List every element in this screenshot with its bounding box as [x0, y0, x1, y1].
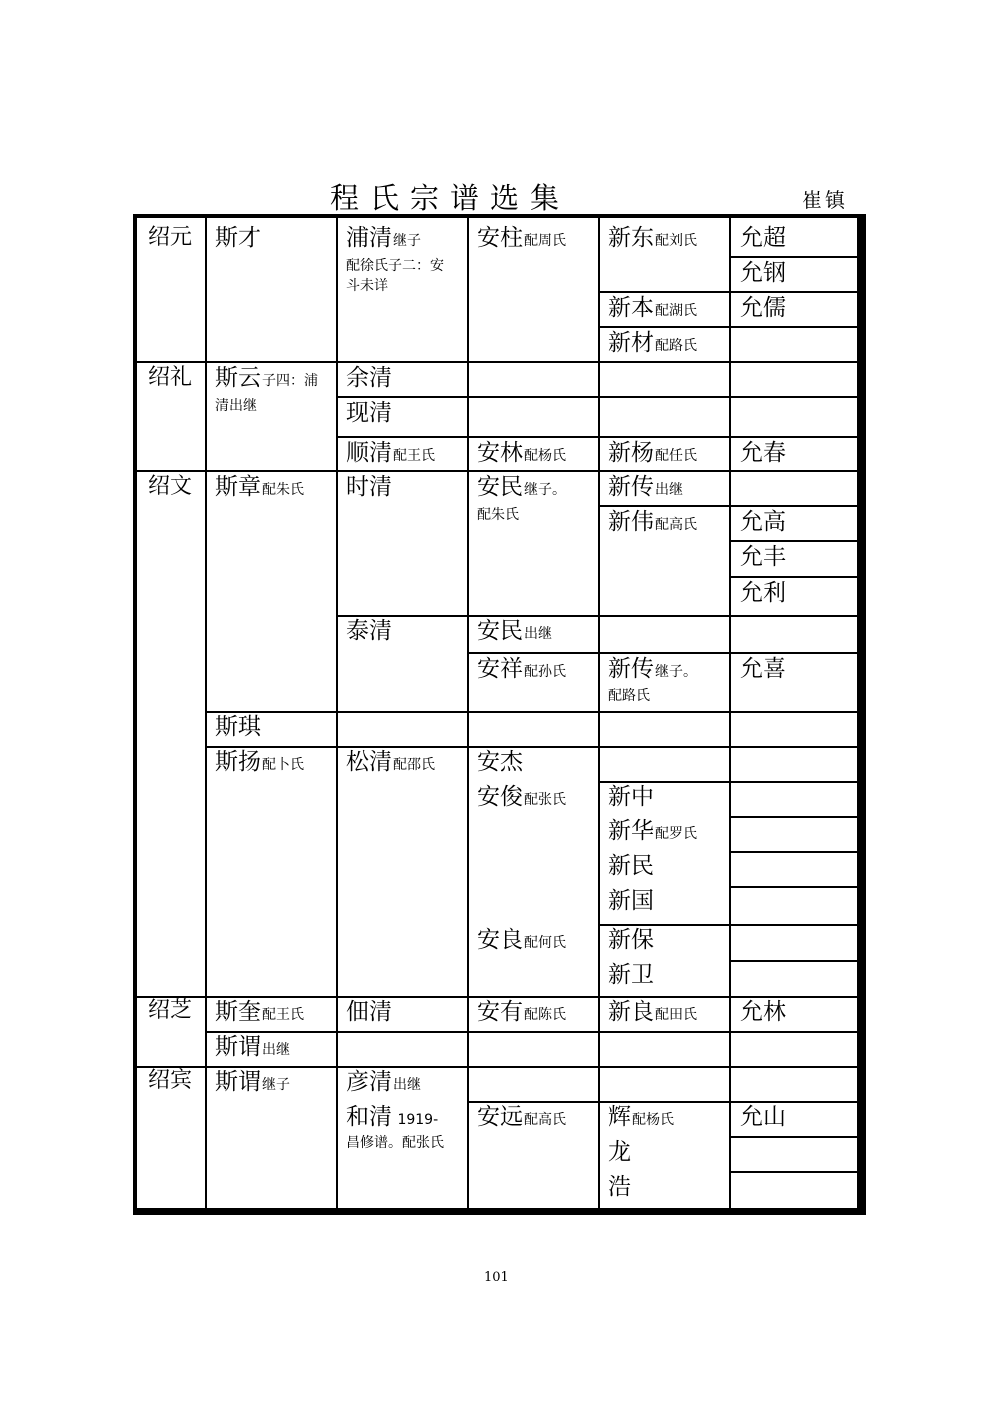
person-name: 余清: [346, 365, 392, 391]
gen-qing-cell: [346, 1106, 438, 1129]
person-name: 新东: [608, 225, 654, 251]
row-divider: [729, 540, 857, 542]
person-note: 配田氏: [655, 1007, 697, 1023]
person-subnote: 配徐氏子二：安 斗未详: [346, 258, 444, 295]
gen-xin-cell: [608, 786, 654, 809]
gen-yun-cell: [740, 546, 786, 569]
person-name: 斯谓: [215, 1069, 261, 1095]
col-divider: [598, 218, 600, 1208]
person-name: 安柱: [477, 225, 523, 251]
gen-yun-cell: [740, 262, 786, 285]
gen-xin-cell: [608, 855, 654, 878]
person-note: 配邵氏: [393, 757, 435, 773]
person-name: 浩: [608, 1174, 631, 1200]
person-note: 配高氏: [655, 517, 697, 533]
person-name: 浦清: [346, 225, 392, 251]
person-name: 允林: [740, 999, 786, 1025]
person-name: 允儒: [740, 295, 786, 321]
row-divider: [205, 746, 857, 748]
row-divider: [729, 576, 857, 578]
gen-xin-cell: [608, 227, 697, 250]
page-title: 程氏宗谱选集: [330, 181, 571, 215]
person-name: 斯奎: [215, 999, 261, 1025]
person-name: 新传: [608, 656, 654, 682]
person-name: 现清: [346, 400, 392, 426]
gen-xin-cell: [608, 1001, 697, 1024]
person-name: 斯章: [215, 474, 261, 500]
person-note: 配任氏: [655, 448, 697, 464]
row-divider: [205, 1031, 857, 1033]
gen-an-cell: [477, 476, 566, 499]
gen-xin-cell: [608, 1141, 631, 1164]
gen-xin-cell: [608, 442, 697, 465]
person-name: 彦清: [346, 1069, 392, 1095]
row-divider: [467, 1101, 857, 1103]
person-name: 顺清: [346, 440, 392, 466]
person-name: 允超: [740, 225, 786, 251]
person-note: 配张氏: [524, 792, 566, 808]
person-name: 安祥: [477, 656, 523, 682]
gen-xin-cell: [608, 820, 697, 843]
person-name: 新国: [608, 888, 654, 914]
person-name: 新伟: [608, 509, 654, 535]
person-note: 配孙氏: [524, 664, 566, 680]
gen-xin-cell: [608, 964, 654, 987]
gen-yun-cell: [740, 1106, 786, 1129]
person-note: 出继: [655, 482, 683, 498]
gen-xin-cell: [608, 511, 697, 534]
person-name: 新中: [608, 784, 654, 810]
row-divider: [137, 1066, 857, 1068]
person-name: 时清: [346, 474, 392, 500]
row-divider: [729, 1136, 857, 1138]
person-note: 出继: [524, 626, 552, 642]
person-name: 安远: [477, 1104, 523, 1130]
row-divider: [336, 436, 857, 438]
person-name: 辉: [608, 1104, 631, 1130]
gen-an-cell: [477, 658, 566, 681]
gen-si-cell: [215, 367, 318, 390]
person-name: 新民: [608, 853, 654, 879]
person-note: 配何氏: [524, 935, 566, 951]
row-divider: [336, 615, 857, 617]
row-divider: [137, 996, 857, 998]
row-divider: [729, 256, 857, 258]
person-note: 配王氏: [262, 1007, 304, 1023]
person-name: 允春: [740, 440, 786, 466]
gen-xin-cell: [608, 929, 654, 952]
person-name: 安民: [477, 474, 523, 500]
gen-qing-cell: [346, 1071, 421, 1094]
gen-qing-cell: [346, 367, 392, 390]
person-name: 安杰: [477, 749, 523, 775]
person-note: 继子。: [655, 664, 697, 680]
person-name: 新传: [608, 474, 654, 500]
person-name: 新卫: [608, 962, 654, 988]
gen-an-cell: [477, 1001, 566, 1024]
gen-an-cell: [477, 442, 566, 465]
person-name: 允喜: [740, 656, 786, 682]
person-note: 配朱氏: [262, 482, 304, 498]
row-divider: [598, 326, 857, 328]
gen-xin-cell: [608, 476, 683, 499]
row-divider: [137, 470, 857, 472]
person-note: 配杨氏: [632, 1112, 674, 1128]
person-name: 新材: [608, 330, 654, 356]
person-name: 新杨: [608, 440, 654, 466]
person-note: 继子: [393, 233, 421, 249]
person-name: 斯谓: [215, 1034, 261, 1060]
person-note: 配周氏: [524, 233, 566, 249]
gen-si-cell: [215, 716, 261, 739]
person-note: 配湖氏: [655, 303, 697, 319]
person-name: 佃清: [346, 999, 392, 1025]
gen-qing-cell: [346, 476, 392, 499]
gen-si-cell: [215, 751, 304, 774]
person-name: 安林: [477, 440, 523, 466]
person-note: 配陈氏: [524, 1007, 566, 1023]
person-name: 松清: [346, 749, 392, 775]
page-number: 101: [484, 1270, 509, 1285]
person-note: 出继: [262, 1042, 290, 1058]
person-name: 安良: [477, 927, 523, 953]
person-note: 配杨氏: [524, 448, 566, 464]
col-divider: [729, 218, 731, 1208]
person-name: 安有: [477, 999, 523, 1025]
gen-qing-cell: [346, 442, 435, 465]
gen-si-cell: [215, 227, 261, 250]
gen-xin-cell: [608, 332, 697, 355]
gen-shao-name: 绍芝: [148, 998, 193, 1023]
gen-an-cell: [477, 620, 552, 643]
person-note: 配王氏: [393, 448, 435, 464]
col-divider: [857, 218, 859, 1208]
gen-yun-cell: [740, 227, 786, 250]
gen-an-cell: [477, 929, 566, 952]
row-divider: [729, 1171, 857, 1173]
person-name: 允利: [740, 580, 786, 606]
gen-qing-cell: [346, 227, 421, 250]
person-note: 继子。: [524, 482, 566, 498]
person-name: 新本: [608, 295, 654, 321]
row-divider: [729, 886, 857, 888]
region-label: 崔镇: [802, 188, 848, 212]
person-name: 新良: [608, 999, 654, 1025]
person-name: 允丰: [740, 544, 786, 570]
person-name: 允高: [740, 509, 786, 535]
person-note: 配卜氏: [262, 757, 304, 773]
person-name: 允钢: [740, 260, 786, 286]
gen-shao-name: 绍礼: [148, 365, 193, 390]
gen-si-cell: [215, 1036, 290, 1059]
gen-qing-cell: [346, 751, 435, 774]
row-divider: [598, 924, 857, 926]
gen-yun-cell: [740, 297, 786, 320]
person-name: 斯云: [215, 365, 261, 391]
gen-an-cell: [477, 751, 523, 774]
gen-xin-cell: [608, 1106, 674, 1129]
person-note: 子四：浦: [262, 373, 318, 389]
col-divider: [205, 218, 207, 1208]
row-divider: [729, 851, 857, 853]
col-divider: [467, 218, 469, 1208]
person-note: 配路氏: [655, 338, 697, 354]
person-name: 和清: [346, 1104, 392, 1130]
gen-xin-cell: [608, 1176, 631, 1199]
gen-yun-cell: [740, 658, 786, 681]
person-note: 配刘氏: [655, 233, 697, 249]
row-divider: [137, 361, 857, 363]
person-name: 安俊: [477, 784, 523, 810]
gen-yun-cell: [740, 442, 786, 465]
gen-yun-cell: [740, 582, 786, 605]
gen-qing-cell: [346, 1001, 392, 1024]
person-name: 允山: [740, 1104, 786, 1130]
person-note: 1919-: [393, 1112, 439, 1128]
person-name: 龙: [608, 1139, 631, 1165]
gen-shao-name: 绍元: [148, 225, 193, 250]
gen-si-cell: [215, 1001, 304, 1024]
row-divider: [598, 781, 857, 783]
person-name: 安民: [477, 618, 523, 644]
gen-an-cell: [477, 786, 566, 809]
row-divider: [336, 396, 857, 398]
person-subnote: 配朱氏: [477, 507, 519, 523]
gen-xin-cell: [608, 658, 697, 681]
person-note: 配罗氏: [655, 826, 697, 842]
gen-shao-name: 绍宾: [148, 1068, 193, 1093]
row-divider: [467, 652, 857, 654]
gen-yun-cell: [740, 511, 786, 534]
gen-si-cell: [215, 476, 304, 499]
person-name: 泰清: [346, 618, 392, 644]
col-divider: [336, 218, 338, 1208]
person-subnote: 清出继: [215, 398, 257, 414]
row-divider: [729, 960, 857, 962]
person-note: 继子: [262, 1077, 290, 1093]
person-note: 出继: [393, 1077, 421, 1093]
person-subnote: 配路氏: [608, 688, 650, 704]
person-name: 斯才: [215, 225, 261, 251]
person-name: 斯琪: [215, 714, 261, 740]
gen-xin-cell: [608, 890, 654, 913]
gen-shao-name: 绍文: [148, 474, 193, 499]
gen-an-cell: [477, 227, 566, 250]
person-subnote: 昌修谱。配张氏: [346, 1135, 444, 1151]
row-divider: [205, 711, 857, 713]
person-name: 斯扬: [215, 749, 261, 775]
person-name: 新保: [608, 927, 654, 953]
row-divider: [598, 291, 857, 293]
gen-si-cell: [215, 1071, 290, 1094]
gen-qing-cell: [346, 620, 392, 643]
person-name: 新华: [608, 818, 654, 844]
gen-an-cell: [477, 1106, 566, 1129]
row-divider: [598, 505, 857, 507]
person-note: 配高氏: [524, 1112, 566, 1128]
gen-yun-cell: [740, 1001, 786, 1024]
gen-xin-cell: [608, 297, 697, 320]
gen-qing-cell: [346, 402, 392, 425]
row-divider: [729, 816, 857, 818]
